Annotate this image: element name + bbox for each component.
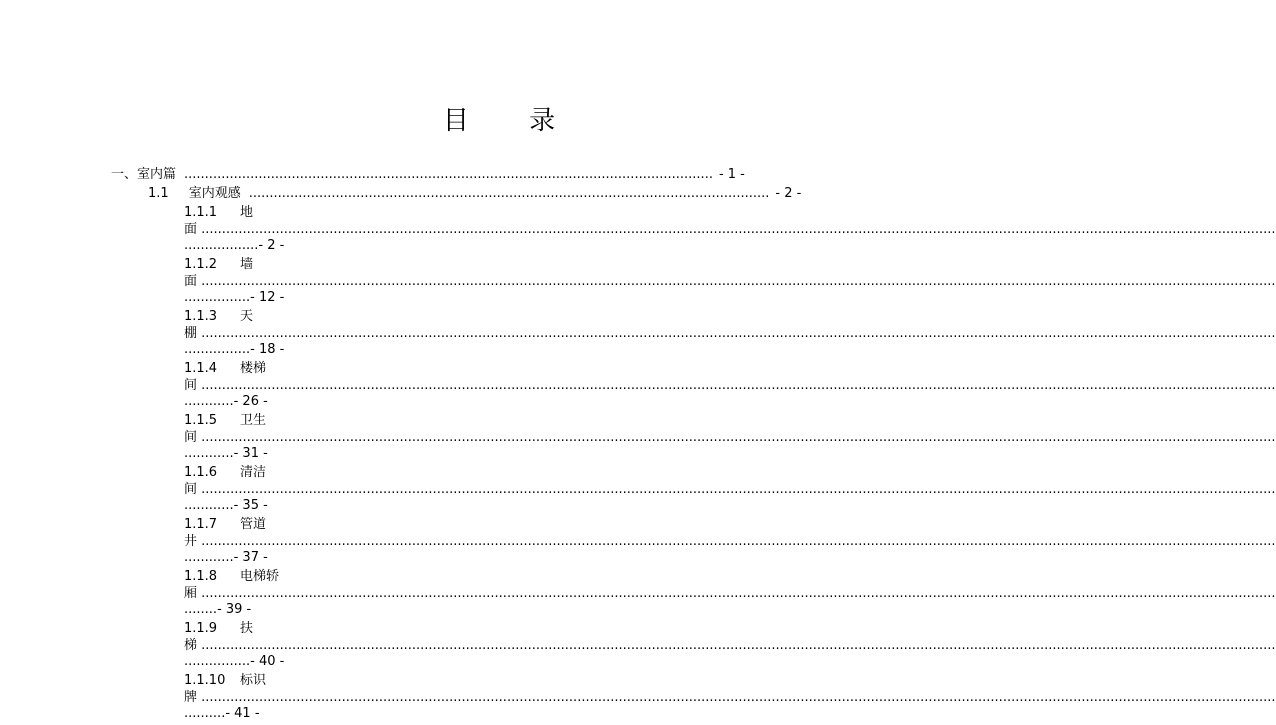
- toc-entry-label-wrap: 面: [184, 273, 198, 289]
- toc-entry-level3[interactable]: [184, 205, 1276, 257]
- toc-entry-wrap-row: [184, 585, 1276, 603]
- toc-entry-level3[interactable]: [184, 569, 1276, 621]
- toc-entry-heading-row: [184, 673, 926, 690]
- leader-dots: ........: [184, 602, 218, 617]
- toc-entry-label-wrap: 间: [184, 377, 198, 393]
- leader-dots: ....................................................................................................................................................................................................................................................................: [197, 637, 1276, 653]
- toc-page-number: - 2 -: [258, 238, 285, 253]
- toc-page-number: - 31 -: [233, 446, 268, 461]
- toc-entry-wrap-row: [184, 221, 1276, 239]
- toc-entry-heading-row: [184, 517, 926, 534]
- leader-dots: ....................................................................................................................................................................................................................................................................: [197, 273, 1276, 289]
- toc-entry-label-wrap: 棚: [184, 325, 198, 341]
- toc-entry-heading-row: [184, 257, 926, 274]
- toc-page-number: - 26 -: [233, 394, 268, 409]
- toc-entry-number: 1.1.9: [184, 621, 218, 636]
- toc-entry-label: 管道: [240, 517, 267, 532]
- leader-dots: ....................................................................................................................................................................................................................................................................: [197, 585, 1276, 601]
- toc-entry-page-row: [184, 446, 926, 463]
- leader-dots: ....................................................................................................................................................................................................................................................................: [197, 221, 1276, 237]
- toc-entry-label-wrap: 牌: [184, 689, 198, 705]
- leader-dots: ..............................................................................................................................: [248, 186, 770, 201]
- toc-entry-label-wrap: 井: [184, 533, 198, 549]
- toc-entry-level3[interactable]: [184, 361, 1276, 413]
- toc-entry-page-row: [184, 238, 926, 255]
- toc-page-number: - 40 -: [250, 654, 285, 669]
- leader-dots: ....................................................................................................................................................................................................................................................................: [197, 481, 1276, 497]
- toc-entry-number: 1.1.4: [184, 361, 218, 376]
- toc-entry-label: 清洁: [240, 465, 267, 480]
- toc-entry-level3[interactable]: [184, 517, 1276, 569]
- toc-entry-label: 室内观感: [188, 186, 241, 201]
- toc-entry-page-row: [184, 498, 926, 515]
- leader-dots: ................: [184, 290, 251, 305]
- toc-entry-level3[interactable]: [184, 621, 1276, 673]
- toc-entry-label: 卫生: [240, 413, 267, 428]
- toc-entry-heading-row: [184, 465, 926, 482]
- leader-dots: ....................................................................................................................................................................................................................................................................: [197, 377, 1276, 393]
- toc-page-number: - 18 -: [250, 342, 285, 357]
- toc-entry-heading-row: [184, 309, 926, 326]
- toc-entry-wrap-row: [184, 429, 1276, 447]
- leader-dots: ..................: [184, 238, 259, 253]
- toc-entry-wrap-row: [184, 533, 1276, 551]
- toc-entry-page-row: [184, 342, 926, 359]
- toc-entry-number: 1.1.3: [184, 309, 218, 324]
- toc-entry-page-row: [184, 290, 926, 307]
- toc-entry-wrap-row: [184, 481, 1276, 499]
- toc-entry-level1[interactable]: [111, 166, 745, 183]
- toc-entry-heading-row: [184, 361, 926, 378]
- toc-entry-label: 天: [240, 309, 254, 324]
- toc-page-number: - 12 -: [250, 290, 285, 305]
- toc-entry-label-wrap: 面: [184, 221, 198, 237]
- leader-dots: ................: [184, 654, 251, 669]
- toc-entry-number: 1.1.7: [184, 517, 218, 532]
- toc-entry-level3[interactable]: [184, 673, 1276, 725]
- leader-dots: ............: [184, 498, 234, 513]
- toc-page-number: - 39 -: [217, 602, 252, 617]
- toc-entry-heading-row: [184, 569, 926, 586]
- leader-dots: ..........: [184, 706, 226, 721]
- toc-entry-label: 一、室内篇: [111, 167, 177, 182]
- leader-dots: ............: [184, 550, 234, 565]
- toc-entry-label: 墙: [240, 257, 254, 272]
- leader-dots: ....................................................................................................................................................................................................................................................................: [197, 429, 1276, 445]
- toc-page-number: - 35 -: [233, 498, 268, 513]
- leader-dots: ....................................................................................................................................................................................................................................................................: [197, 533, 1276, 549]
- toc-title: 目 录: [442, 106, 582, 136]
- toc-entry-wrap-row: [184, 273, 1276, 291]
- leader-dots: ............: [184, 446, 234, 461]
- toc-entry-level3[interactable]: [184, 465, 1276, 517]
- toc-entry-list: [184, 205, 1276, 725]
- toc-entry-number: 1.1.6: [184, 465, 218, 480]
- toc-entry-label-wrap: 梯: [184, 637, 198, 653]
- toc-entry-level3[interactable]: [184, 257, 1276, 309]
- toc-entry-page-row: [184, 602, 926, 619]
- toc-entry-label-wrap: 厢: [184, 585, 198, 601]
- toc-page-number: - 2 -: [775, 186, 802, 201]
- toc-entry-level3[interactable]: [184, 413, 1276, 465]
- toc-entry-number: 1.1.2: [184, 257, 218, 272]
- toc-entry-number: 1.1.8: [184, 569, 218, 584]
- toc-entry-page-row: [184, 394, 926, 411]
- toc-entry-number: 1.1.1: [184, 205, 218, 220]
- leader-dots: ................................................................................................................................: [184, 167, 713, 182]
- toc-entry-wrap-row: [184, 325, 1276, 343]
- toc-entry-level2[interactable]: [148, 185, 802, 202]
- toc-entry-label: 地: [240, 205, 254, 220]
- toc-entry-heading-row: [184, 413, 926, 430]
- toc-entry-number: 1.1.10: [184, 673, 226, 688]
- toc-entry-level3[interactable]: [184, 309, 1276, 361]
- toc-page-number: - 1 -: [718, 167, 745, 182]
- leader-dots: ....................................................................................................................................................................................................................................................................: [197, 325, 1276, 341]
- toc-entry-page-row: [184, 654, 926, 671]
- toc-entry-label: 标识: [240, 673, 267, 688]
- toc-entry-label: 楼梯: [240, 361, 267, 376]
- toc-entry-label: 电梯轿: [240, 569, 280, 584]
- toc-entry-page-row: [184, 550, 926, 567]
- toc-entry-heading-row: [184, 205, 926, 222]
- toc-entry-page-row: [184, 706, 926, 723]
- leader-dots: ............: [184, 394, 234, 409]
- toc-entry-wrap-row: [184, 377, 1276, 395]
- toc-entry-label-wrap: 间: [184, 481, 198, 497]
- toc-entry-number: 1.1: [148, 186, 169, 201]
- toc-entry-wrap-row: [184, 637, 1276, 655]
- toc-entry-wrap-row: [184, 689, 1276, 707]
- toc-page-number: - 41 -: [225, 706, 260, 721]
- toc-entry-heading-row: [184, 621, 926, 638]
- toc-entry-label-wrap: 间: [184, 429, 198, 445]
- leader-dots: ................: [184, 342, 251, 357]
- leader-dots: ....................................................................................................................................................................................................................................................................: [197, 689, 1276, 705]
- toc-entry-number: 1.1.5: [184, 413, 218, 428]
- toc-page-number: - 37 -: [233, 550, 268, 565]
- toc-entry-label: 扶: [240, 621, 254, 636]
